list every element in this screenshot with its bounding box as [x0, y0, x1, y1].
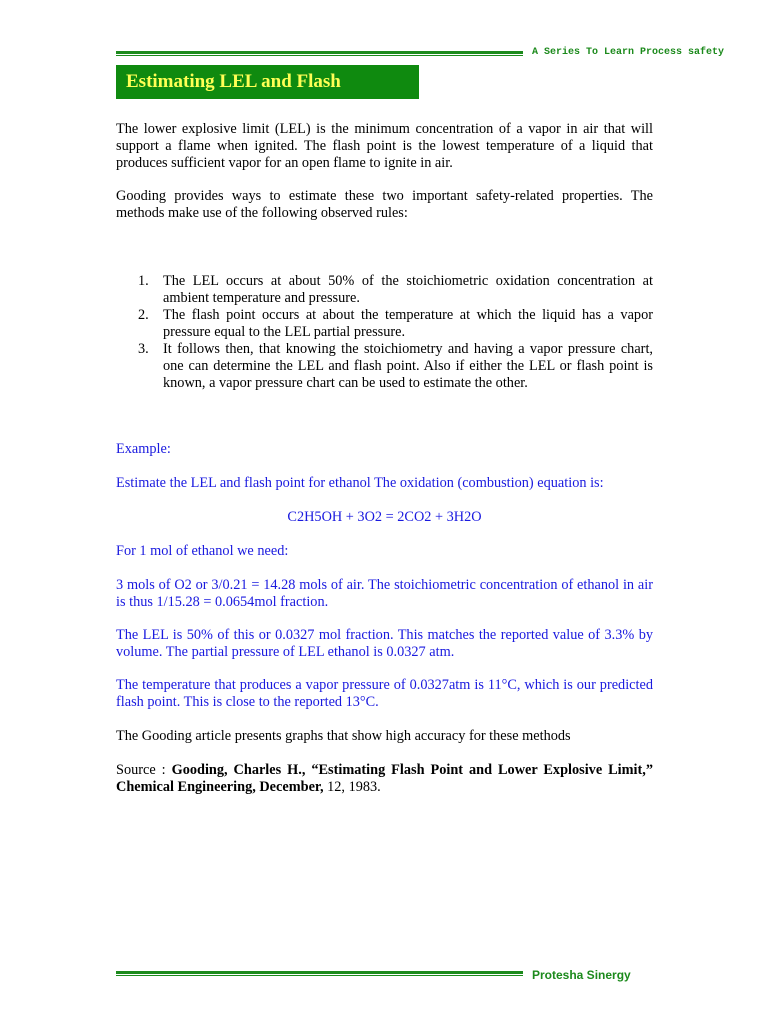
intro-paragraph-1: The lower explosive limit (LEL) is the minimum concentration of a vapor in air that will support a flame when ignited. The flash point is the lowest temperature of a liquid that produces sufficient vapor for an open flame to ignite in air. [116, 121, 653, 171]
series-tagline: A Series To Learn Process safety [532, 47, 725, 58]
combustion-equation: C2H5OH + 3O2 = 2CO2 + 3H2O [287, 509, 482, 525]
list-item [116, 307, 653, 341]
rules-list [116, 273, 653, 392]
header-rule [116, 51, 523, 56]
example-step-4: The temperature that produces a vapor pressure of 0.0327atm is 11°C, which is our predicted flash point. This is close to the reported 13°C. [116, 677, 653, 710]
source-citation-rest: 12, 1983. [323, 779, 381, 795]
list-item-text: The LEL occurs at about 50% of the stoichiometric oxidation concentration at ambient temperature and pressure. [163, 273, 653, 306]
list-item [116, 341, 653, 392]
footer-rule [116, 971, 523, 976]
list-item-text: It follows then, that knowing the stoichiometry and having a vapor pressure chart, one can determine the LEL and flash point. Also if either the LEL or flash point is known, a vapor pressure chart can be used to estimate the other. [163, 341, 653, 391]
source-label: Source : [116, 762, 172, 778]
list-number: 1. [138, 273, 149, 289]
example-statement: Estimate the LEL and flash point for ethanol The oxidation (combustion) equation is: [116, 475, 604, 491]
list-number: 2. [138, 307, 149, 323]
closing-paragraph: The Gooding article presents graphs that show high accuracy for these methods [116, 728, 571, 744]
list-number: 3. [138, 341, 149, 357]
page-title: Estimating LEL and Flash [126, 71, 341, 92]
list-item-text: The flash point occurs at about the temperature at which the liquid has a vapor pressure equal to the LEL partial pressure. [163, 307, 653, 340]
example-step-2: 3 mols of O2 or 3/0.21 = 14.28 mols of air. The stoichiometric concentration of ethanol in air is thus 1/15.28 = 0.0654mol fraction. [116, 577, 653, 610]
intro-paragraph-2: Gooding provides ways to estimate these two important safety-related properties. The methods make use of the following observed rules: [116, 188, 653, 221]
example-heading: Example: [116, 441, 171, 457]
list-item [116, 273, 653, 307]
source-citation [116, 762, 653, 796]
footer-brand: Protesha Sinergy [532, 968, 631, 982]
example-step-3: The LEL is 50% of this or 0.0327 mol fraction. This matches the reported value of 3.3% by volume. The partial pressure of LEL ethanol is 0.0327 atm. [116, 627, 653, 660]
title-banner [116, 65, 419, 99]
source-citation-bold: Gooding, Charles H., “Estimating Flash Point and Lower Explosive Limit,” Chemical Engineering, December, [116, 762, 654, 795]
example-step-1: For 1 mol of ethanol we need: [116, 543, 289, 559]
